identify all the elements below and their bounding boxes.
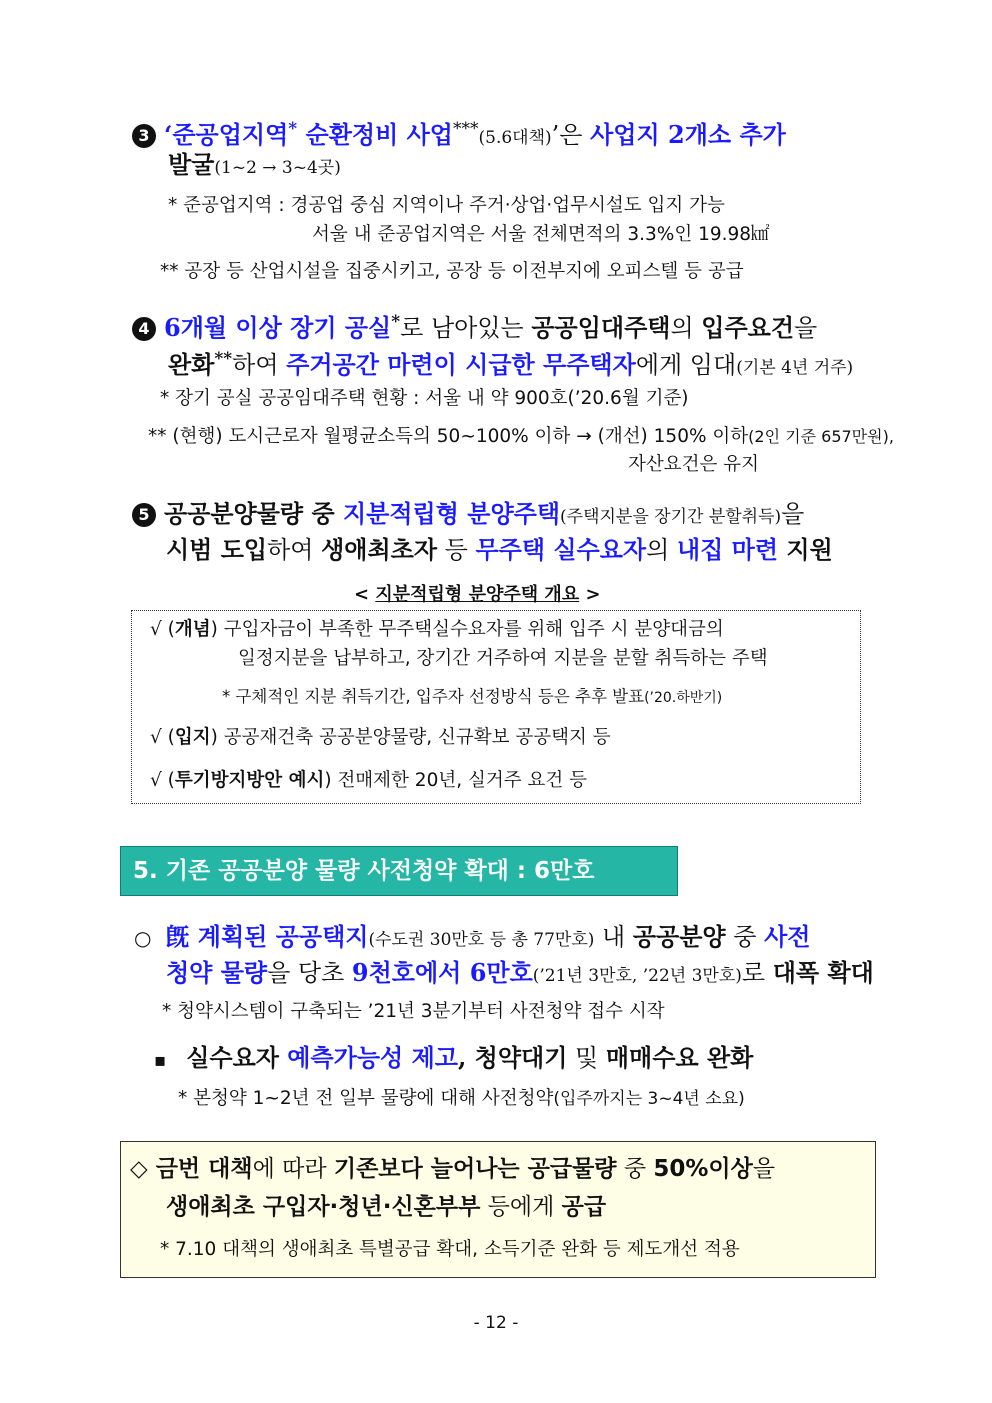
overview-row-concept: √ (개념) 구입자금이 부족한 무주택실수요자를 위해 입주 시 분양대금의 xyxy=(150,619,724,640)
summary-line2: 생애최초 구입자·청년·신혼부부 등에게 공급 xyxy=(166,1194,607,1220)
section5-note1: * 청약시스템이 구축되는 ’21년 3분기부터 사전청약 접수 시작 xyxy=(162,1001,665,1022)
item4-note2c: 자산요건은 유지 xyxy=(628,454,759,475)
check-icon: √ xyxy=(150,619,162,640)
section-heading: 5. 기존 공공분양 물량 사전청약 확대 : 6만호 xyxy=(120,846,678,896)
section5-subpoint: ▪ 실수요자 예측가능성 제고, 청약대기 및 매매수요 완화 xyxy=(154,1043,754,1072)
item3-note2: ** 공장 등 산업시설을 집중시키고, 공장 등 이전부지에 오피스텔 등 공급 xyxy=(160,261,744,282)
summary-line1: ◇ 금번 대책에 따라 기존보다 늘어나는 공급물량 중 50%이상을 xyxy=(130,1156,776,1182)
check-icon: √ xyxy=(150,770,162,791)
item3-note1b: 서울 내 준공업지역은 서울 전체면적의 3.3%인 19.98㎢ xyxy=(312,224,770,245)
circled-number-5-icon: 5 xyxy=(132,503,156,527)
section5-note2: * 본청약 1~2년 전 일부 물량에 대해 사전청약(입주까지는 3~4년 소요) xyxy=(178,1088,745,1109)
item4-note2a: ** (현행) 도시근로자 월평균소득의 50~100% 이하 → (개선) 150% 이하(2인 기준 657만원), xyxy=(148,426,894,447)
overview-title: < 지분적립형 분양주택 개요 > xyxy=(354,584,601,605)
circled-number-4-icon: 4 xyxy=(132,317,156,341)
summary-note: * 7.10 대책의 생애최초 특별공급 확대, 소득기준 완화 등 제도개선 적용 xyxy=(160,1239,740,1260)
item5-line2: 시범 도입하여 생애최초자 등 무주택 실수요자의 내집 마련 지원 xyxy=(166,535,833,564)
diamond-icon: ◇ xyxy=(130,1156,148,1182)
circle-bullet-icon: ○ xyxy=(134,926,152,950)
page-number: - 12 - xyxy=(473,1313,519,1333)
item4-line1: 4 6개월 이상 장기 공실*로 남아있는 공공임대주택의 입주요건을 xyxy=(132,305,817,345)
section5-para1: ○ 旣 계획된 공공택지(수도권 30만호 등 총 77만호) 내 공공분양 중 사전 xyxy=(134,922,811,951)
item3-line1: 3 ‘준공업지역* 순환정비 사업***(5.6대책)’은 사업지 2개소 추가 xyxy=(132,112,786,155)
check-icon: √ xyxy=(150,727,162,748)
square-bullet-icon: ▪ xyxy=(154,1050,167,1071)
section5-para1-cont: 청약 물량을 당초 9천호에서 6만호(’21년 3만호, ’22년 3만호)로 대폭 확대 xyxy=(166,958,874,987)
overview-row-concept-cont: 일정지분을 납부하고, 장기간 거주하여 지분을 분할 취득하는 주택 xyxy=(238,648,768,669)
overview-row-location: √ (입지) 공공재건축 공공분양물량, 신규확보 공공택지 등 xyxy=(150,727,611,748)
item5-line1: 5 공공분양물량 중 지분적립형 분양주택(주택지분을 장기간 분할취득)을 xyxy=(132,497,804,534)
item4-note1: * 장기 공실 공공임대주택 현황 : 서울 내 약 900호(’20.6월 기준) xyxy=(160,388,689,409)
circled-number-3-icon: 3 xyxy=(132,124,156,148)
item3-note1a: * 준공업지역 : 경공업 중심 지역이나 주거·상업·업무시설도 입지 가능 xyxy=(168,195,725,216)
overview-row-speculation: √ (투기방지방안 예시) 전매제한 20년, 실거주 요건 등 xyxy=(150,770,587,791)
overview-row-concept-note: * 구체적인 지분 취득기간, 입주자 선정방식 등은 추후 발표(’20.하반기) xyxy=(222,687,723,706)
item4-line2: 완화**하여 주거공간 마련이 시급한 무주택자에게 임대(기본 4년 거주) xyxy=(168,349,854,379)
item3-line2: 발굴(1~2 → 3~4곳) xyxy=(168,150,341,179)
